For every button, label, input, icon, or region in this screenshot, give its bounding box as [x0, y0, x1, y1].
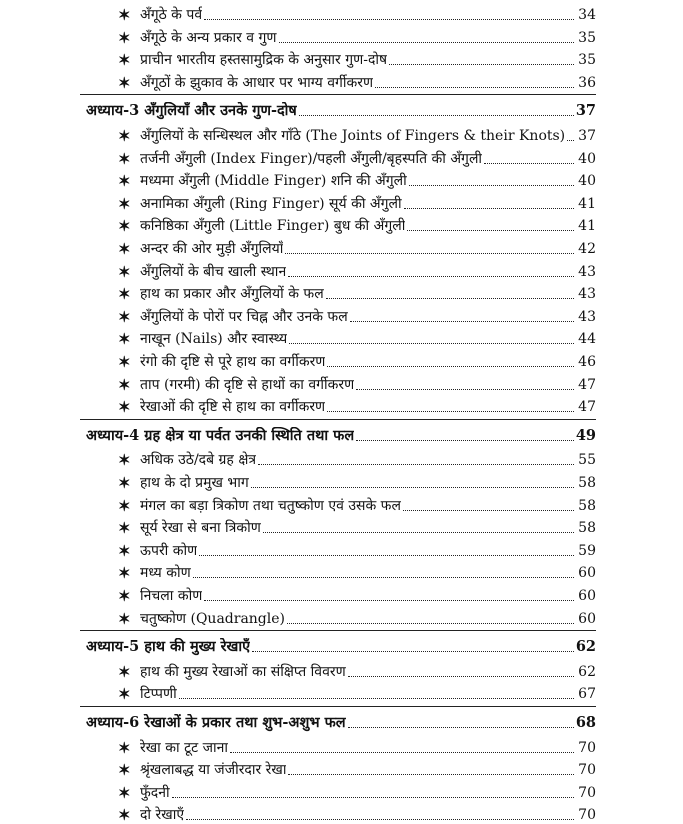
entry-title: कनिष्ठिका अँगुली (Little Finger) बुध की अँगुली [140, 218, 406, 235]
star-bullet-icon: ✶ [118, 330, 131, 349]
star-bullet-icon: ✶ [118, 541, 131, 560]
page-number: 58 [578, 497, 596, 514]
page-number: 35 [578, 29, 596, 46]
star-bullet-icon: ✶ [118, 783, 131, 802]
entry-title: अन्दर की ओर मुड़ी अँगुलियाँ [140, 241, 284, 257]
star-bullet-icon: ✶ [118, 685, 131, 704]
toc-item-row[interactable] [118, 681, 596, 703]
toc-item-row[interactable] [118, 659, 596, 681]
chapter-title: अध्याय-5 हाथ की मुख्य रेखाएँ [86, 638, 251, 656]
page-number: 55 [578, 452, 596, 469]
page-number: 70 [578, 739, 596, 756]
dot-leader [356, 440, 574, 441]
entry-title: अँगुलियों के पोरों पर चिह्न और उनके फल [140, 308, 348, 325]
dot-leader [348, 676, 574, 677]
star-bullet-icon: ✶ [118, 28, 131, 47]
star-bullet-icon: ✶ [118, 474, 131, 492]
toc-chapter-row[interactable] [86, 98, 596, 120]
page-number: 67 [578, 686, 596, 703]
page-number: 68 [575, 714, 596, 731]
entry-title: श्रृंखलाबद्ध या जंजीरदार रेखा [140, 762, 287, 779]
page-number: 40 [578, 173, 596, 190]
star-bullet-icon: ✶ [118, 496, 131, 515]
page-number: 41 [578, 218, 596, 235]
dot-leader [350, 321, 574, 322]
page-number: 70 [578, 807, 596, 824]
toc-item-row[interactable] [118, 191, 596, 213]
toc-chapter-row[interactable] [86, 710, 596, 732]
dot-leader [288, 774, 574, 775]
toc-item-row[interactable] [118, 538, 596, 560]
toc-item-row[interactable] [118, 213, 596, 235]
page-number: 37 [575, 102, 596, 120]
dot-leader [263, 532, 574, 533]
toc-item-row[interactable] [118, 583, 596, 605]
entry-title: प्राचीन भारतीय हस्तसामुद्रिक के अनुसार गुण-दोष [140, 52, 388, 69]
entry-title: हाथ का प्रकार और अँगुलियों के फल [140, 286, 324, 303]
page-number: 60 [578, 588, 596, 604]
star-bullet-icon: ✶ [118, 6, 131, 24]
section-divider [80, 706, 596, 707]
entry-title: मंगल का बड़ा त्रिकोण तथा चतुष्कोण एवं उसके फल [140, 497, 401, 514]
toc-item-row[interactable] [118, 304, 596, 326]
dot-leader [375, 87, 574, 88]
dot-leader [327, 411, 574, 412]
star-bullet-icon: ✶ [118, 149, 131, 168]
toc-item-row[interactable] [118, 236, 596, 258]
dot-leader [199, 555, 574, 556]
dot-leader [288, 276, 574, 277]
page-number: 62 [575, 638, 596, 656]
page-number: 43 [578, 286, 596, 303]
star-bullet-icon: ✶ [118, 307, 131, 326]
toc-item-row[interactable] [118, 25, 596, 47]
dot-leader [287, 623, 574, 624]
dot-leader [186, 819, 574, 820]
dot-leader [179, 698, 574, 699]
toc-item-row[interactable] [118, 780, 596, 802]
dot-leader [409, 185, 574, 186]
page-number: 49 [575, 426, 596, 444]
star-bullet-icon: ✶ [118, 806, 131, 824]
entry-title: अँगूठे के अन्य प्रकार व गुण [140, 29, 277, 46]
page-number: 58 [578, 520, 596, 537]
toc-item-row[interactable] [118, 735, 596, 757]
star-bullet-icon: ✶ [118, 285, 131, 304]
toc-item-row[interactable] [118, 123, 596, 145]
entry-title: चतुष्कोण (Quadrangle) [140, 610, 285, 627]
star-bullet-icon: ✶ [118, 761, 131, 780]
toc-item-row[interactable] [118, 802, 596, 824]
dot-leader [327, 366, 574, 367]
toc-item-row[interactable] [118, 394, 596, 416]
star-bullet-icon: ✶ [118, 353, 131, 371]
toc-item-row[interactable] [118, 168, 596, 190]
toc-item-row[interactable] [118, 493, 596, 515]
dot-leader [252, 651, 574, 652]
toc-item-row[interactable] [118, 560, 596, 582]
entry-title: टिप्पणी [140, 686, 177, 703]
toc-item-row[interactable] [118, 606, 596, 628]
toc-item-row[interactable] [118, 70, 596, 92]
page-number: 41 [578, 195, 596, 212]
toc-item-row[interactable] [118, 515, 596, 537]
toc-item-row[interactable] [118, 47, 596, 69]
entry-title: अँगूठों के झुकाव के आधार पर भाग्य वर्गीकरण [140, 74, 374, 91]
dot-leader [348, 727, 574, 728]
page-number: 37 [578, 128, 596, 144]
dot-leader [389, 64, 574, 65]
toc-item-row[interactable] [118, 349, 596, 371]
page-number: 60 [578, 610, 596, 627]
toc-item-row[interactable] [118, 757, 596, 779]
section-divider [80, 630, 596, 631]
dot-leader [484, 163, 574, 164]
entry-title: फुँदनी [140, 784, 170, 801]
star-bullet-icon: ✶ [118, 375, 131, 394]
page-number: 43 [578, 263, 596, 280]
entry-title: ऊपरी कोण [140, 542, 198, 559]
page-number: 42 [578, 241, 596, 257]
dot-leader [299, 115, 574, 116]
star-bullet-icon: ✶ [118, 127, 131, 145]
star-bullet-icon: ✶ [118, 738, 131, 757]
toc-item-row[interactable] [118, 146, 596, 168]
page-number: 60 [578, 565, 596, 582]
star-bullet-icon: ✶ [118, 609, 131, 628]
page-number: 40 [578, 150, 596, 167]
dot-leader [407, 230, 574, 231]
entry-title: मध्यमा अँगुली (Middle Finger) शनि की अँगुली [140, 173, 407, 190]
star-bullet-icon: ✶ [118, 172, 131, 191]
toc-item-row[interactable] [118, 259, 596, 281]
dot-leader [193, 577, 574, 578]
entry-title: हाथ की मुख्य रेखाओं का संक्षिप्त विवरण [140, 663, 346, 680]
dot-leader [279, 42, 574, 43]
star-bullet-icon: ✶ [118, 262, 131, 281]
entry-title: सूर्य रेखा से बना त्रिकोण [140, 520, 261, 537]
star-bullet-icon: ✶ [118, 73, 131, 92]
dot-leader [172, 797, 574, 798]
page-number: 35 [578, 52, 596, 69]
dot-leader [204, 600, 574, 601]
star-bullet-icon: ✶ [118, 519, 131, 538]
entry-title: ताप (गरमी) की दृष्टि से हाथों का वर्गीकरण [140, 376, 355, 393]
page-number: 47 [578, 376, 596, 393]
dot-leader [567, 140, 574, 141]
page-number: 34 [578, 7, 596, 23]
dot-leader [204, 19, 574, 20]
star-bullet-icon: ✶ [118, 217, 131, 236]
toc-item-row[interactable] [118, 470, 596, 492]
toc-item-row[interactable] [118, 447, 596, 469]
dot-leader [258, 464, 574, 465]
entry-title: तर्जनी अँगुली (Index Finger)/पहली अँगुली/बृहस्पति की अँगुली [140, 150, 483, 167]
page-number: 46 [578, 354, 596, 370]
toc-item-row[interactable] [118, 326, 596, 348]
dot-leader [403, 510, 574, 511]
entry-title: अँगुलियों के बीच खाली स्थान [140, 263, 287, 280]
toc-item-row[interactable] [118, 2, 596, 24]
toc-chapter-row[interactable] [86, 423, 596, 445]
entry-title: अँगूठे के पर्व [140, 7, 203, 23]
entry-title: अँगुलियों के सन्धिस्थल और गाँठे (The Joints of Fingers & their Knots) [140, 128, 566, 144]
page-number: 47 [578, 399, 596, 416]
star-bullet-icon: ✶ [118, 51, 131, 70]
dot-leader [326, 298, 574, 299]
page-number: 58 [578, 475, 596, 491]
entry-title: अधिक उठे/दबे ग्रह क्षेत्र [140, 452, 257, 469]
star-bullet-icon: ✶ [118, 240, 131, 258]
star-bullet-icon: ✶ [118, 564, 131, 583]
star-bullet-icon: ✶ [118, 662, 131, 681]
page-number: 43 [578, 308, 596, 325]
entry-title: हाथ के दो प्रमुख भाग [140, 475, 249, 491]
star-bullet-icon: ✶ [118, 587, 131, 605]
page-number: 36 [578, 74, 596, 91]
entry-title: दो रेखाएँ [140, 807, 185, 824]
page-number: 70 [578, 762, 596, 779]
page-number: 59 [578, 542, 596, 559]
dot-leader [285, 253, 574, 254]
page-number: 62 [578, 663, 596, 680]
dot-leader [404, 208, 574, 209]
dot-leader [289, 343, 574, 344]
dot-leader [251, 487, 574, 488]
star-bullet-icon: ✶ [118, 451, 131, 470]
chapter-title: अध्याय-4 ग्रह क्षेत्र या पर्वत उनकी स्थिति तथा फल [86, 426, 355, 444]
dot-leader [230, 752, 574, 753]
entry-title: रेखा का टूट जाना [140, 739, 229, 756]
entry-title: रेखाओं की दृष्टि से हाथ का वर्गीकरण [140, 399, 326, 416]
dot-leader [356, 389, 574, 390]
section-divider [80, 94, 596, 95]
section-divider [80, 419, 596, 420]
toc-item-row[interactable] [118, 281, 596, 303]
entry-title: नाखून (Nails) और स्वास्थ्य [140, 331, 288, 348]
chapter-title: अध्याय-6 रेखाओं के प्रकार तथा शुभ-अशुभ फल [86, 714, 346, 731]
page-number: 70 [578, 784, 596, 801]
entry-title: मध्य कोण [140, 565, 191, 582]
toc-chapter-row[interactable] [86, 634, 596, 656]
entry-title: निचला कोण [140, 588, 203, 604]
star-bullet-icon: ✶ [118, 398, 131, 417]
chapter-title: अध्याय-3 अँगुलियाँ और उनके गुण-दोष [86, 102, 297, 120]
toc-item-row[interactable] [118, 372, 596, 394]
entry-title: रंगो की दृष्टि से पूरे हाथ का वर्गीकरण [140, 354, 326, 370]
star-bullet-icon: ✶ [118, 194, 131, 213]
page-number: 44 [578, 331, 596, 348]
entry-title: अनामिका अँगुली (Ring Finger) सूर्य की अँगुली [140, 195, 402, 212]
